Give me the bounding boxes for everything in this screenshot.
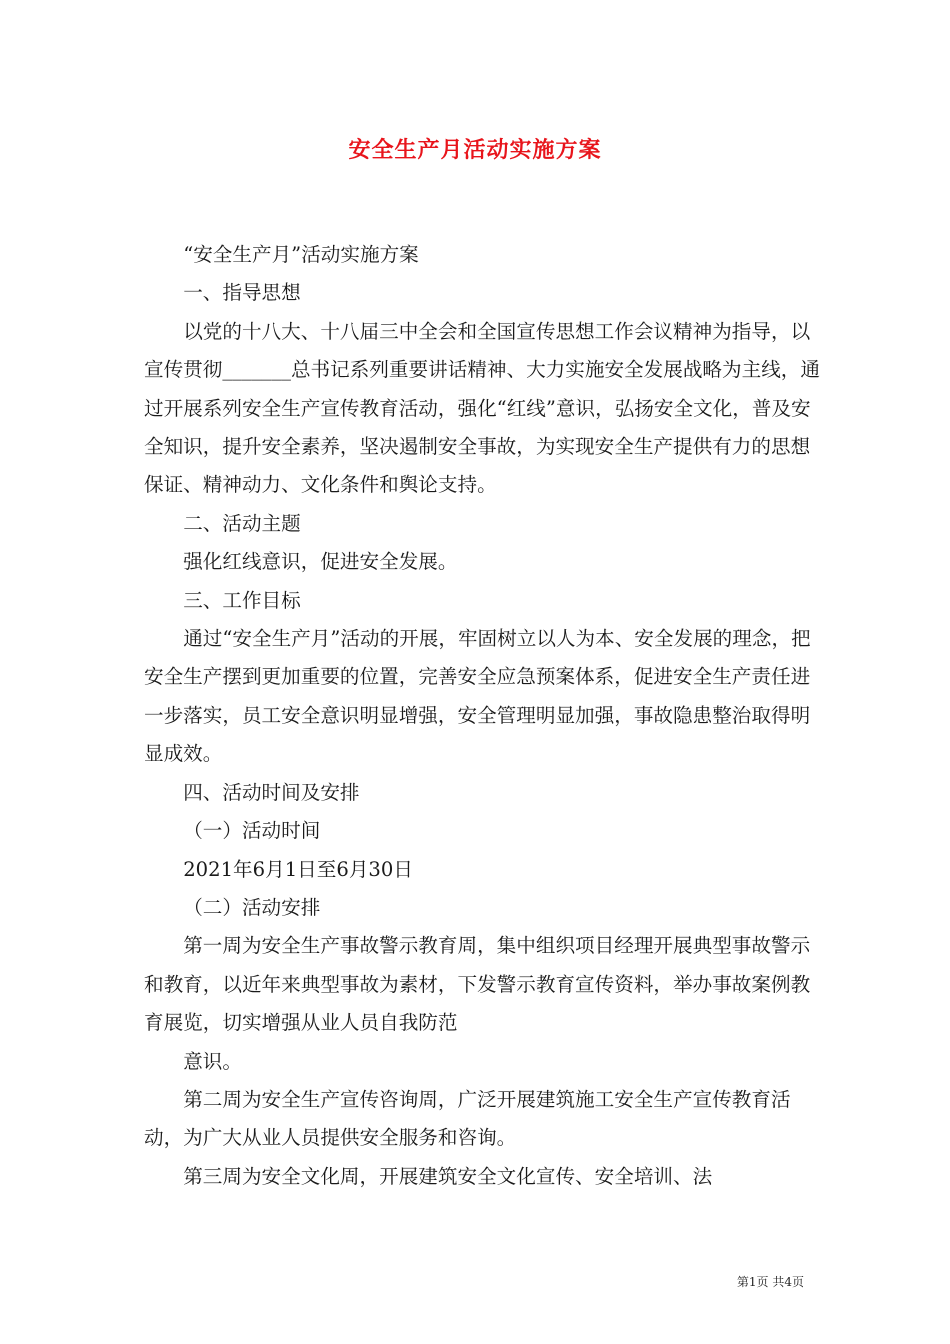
document-title: 安全生产月活动实施方案 [348,138,602,163]
paragraph: 通过“安全生产月”活动的开展，牢固树立以人为本、安全发展的理念，把安全生产摆到更加重要的位置，完善安全应急预案体系，促进安全生产责任进一步落实，员工安全意识明显增强，安全管理明显加强，事故隐患整治取得明显成效。 [144,627,811,766]
section-heading-schedule: 四、活动时间及安排 [183,780,360,804]
paragraph-date: 2021年6月1日至6月30日 [183,857,413,881]
page-number: 第1页 共4页 [736,1275,804,1289]
section-heading-guiding-ideology: 一、指导思想 [183,281,301,305]
paragraph: 第三周为安全文化周，开展建筑安全文化宣传、安全培训、法 [183,1164,713,1188]
paragraph: 第二周为安全生产宣传咨询周，广泛开展建筑施工安全生产宣传教育活动，为广大从业人员提供安全服务和咨询。 [144,1087,791,1150]
paragraph: 强化红线意识，促进安全发展。 [183,550,458,574]
section-heading-theme: 二、活动主题 [183,511,301,535]
paragraph: 以党的十八大、十八届三中全会和全国宣传思想工作会议精神为指导，以宣传贯彻_______总书记系列重要讲话精神、大力实施安全发展战略为主线，通过开展系列安全生产宣传教育活动，强化“红线”意识，弘扬安全文化，普及安全知识，提升安全素养，坚决遏制安全事故，为实现安全生产提供有力的思想保证、精神动力、文化条件和舆论支持。 [144,319,820,497]
document-body [144,236,820,1196]
subsection-heading-time: （一）活动时间 [183,819,321,843]
paragraph: 意识。 [183,1049,242,1073]
paragraph-heading: “安全生产月”活动实施方案 [183,243,419,266]
paragraph: 第一周为安全生产事故警示教育周，集中组织项目经理开展典型事故警示和教育，以近年来典型事故为素材，下发警示教育宣传资料，举办事故案例教育展览，切实增强从业人员自我防范 [144,934,811,1035]
section-heading-goals: 三、工作目标 [183,588,301,612]
subsection-heading-arrangement: （二）活动安排 [183,895,321,919]
